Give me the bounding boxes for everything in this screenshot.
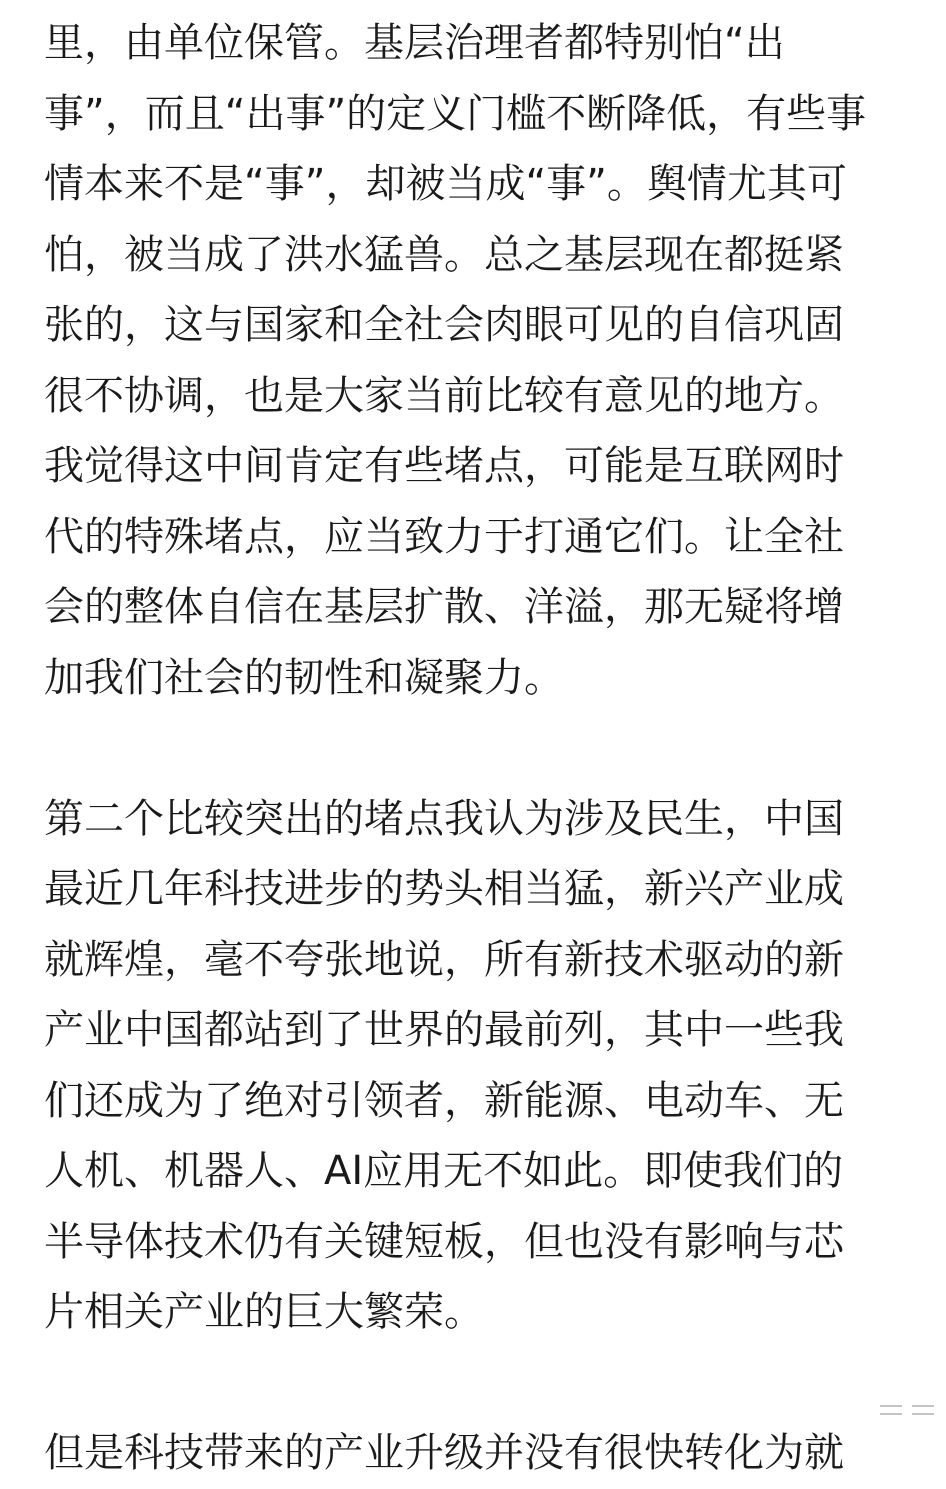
text-line: 会的整体自信在基层扩散、洋溢，那无疑将增: [44, 584, 844, 630]
more-lines-icon: [880, 1402, 902, 1418]
text-line: 半导体技术仍有关键短板，但也没有影响与芯: [44, 1218, 844, 1265]
text-line: 张的，这与国家和全社会肉眼可见的自信巩固: [44, 302, 844, 348]
text-line: 很不协调，也是大家当前比较有意见的地方。: [44, 372, 844, 419]
text-line: 第二个比较突出的堵点我认为涉及民生，中国: [44, 795, 844, 842]
text-line: 加我们社会的韧性和凝聚力。: [44, 654, 564, 701]
text-line: 事”，而且“出事”的定义门槛不断降低，有些事: [44, 90, 867, 137]
text-line: 情本来不是“事”，却被当成“事”。舆情尤其可: [44, 161, 847, 207]
paragraph-1: [44, 8, 904, 713]
text-line: 里，由单位保管。基层治理者都特别怕“出: [44, 20, 785, 66]
text-line: 代的特殊堵点，应当致力于打通它们。让全社: [44, 513, 844, 560]
article-body: [44, 8, 904, 1489]
paragraph-2: [44, 784, 904, 1348]
more-lines-icon: [912, 1402, 934, 1418]
paragraph-spacer: [44, 1348, 904, 1419]
paragraph-3: [44, 1418, 904, 1489]
text-line: 但是科技带来的产业升级并没有很快转化为就: [44, 1430, 844, 1476]
text-line: 最近几年科技进步的势头相当猛，新兴产业成: [44, 866, 844, 912]
expand-more-indicator[interactable]: [826, 1398, 934, 1422]
paragraph-spacer: [44, 713, 904, 784]
text-line: 片相关产业的巨大繁荣。: [44, 1289, 484, 1335]
text-line: 怕，被当成了洪水猛兽。总之基层现在都挺紧: [44, 231, 844, 278]
text-line: 我觉得这中间肯定有些堵点，可能是互联网时: [44, 443, 844, 489]
text-line: 们还成为了绝对引领者，新能源、电动车、无: [44, 1077, 844, 1124]
text-line: 就辉煌，毫不夸张地说，所有新技术驱动的新: [44, 936, 844, 983]
text-line: 产业中国都站到了世界的最前列，其中一些我: [44, 1007, 844, 1053]
text-line: 人机、机器人、AI应用无不如此。即使我们的: [44, 1148, 844, 1194]
